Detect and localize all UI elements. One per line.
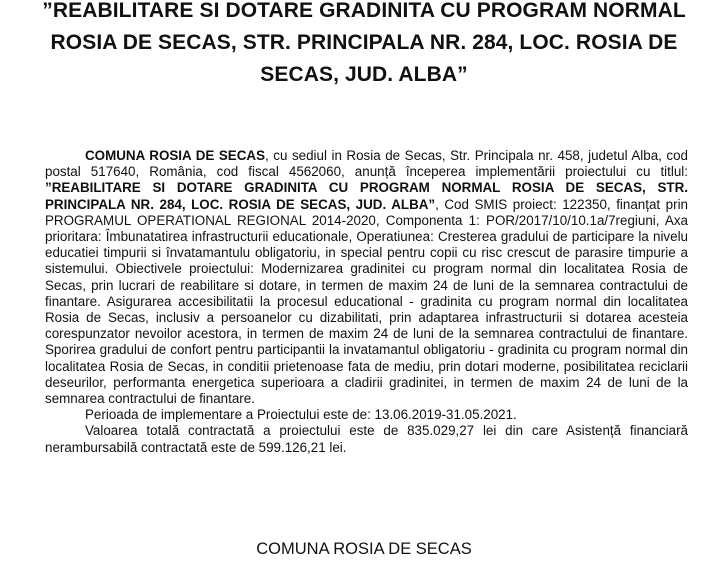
project-title: ”REABILITARE SI DOTARE GRADINITA CU PROGRAM NORMAL ROSIA DE SECAS, STR. PRINCIPALA NR. 284, LOC. ROSIA DE SECAS, JUD. ALBA”: [45, 180, 688, 212]
paragraph-project-description: [45, 148, 688, 407]
beneficiary-name: COMUNA ROSIA DE SECAS: [85, 148, 266, 163]
signature: COMUNA ROSIA DE SECAS: [256, 540, 472, 558]
project-details: , Cod SMIS proiect: 122350, finanțat prin PROGRAMUL OPERATIONAL REGIONAL 2014-2020, Componenta 1: POR/2017/10/10.1a/7regiuni, Axa prioritara: Îmbunatatirea infrastructurii educationale, Operatiunea: Cresterea gradului de participare la nivelu educatiei timpurii si învatamantulu obligatoriu, in special pentru copii cu risc crescut de parasire timpurie a sistemului. Obiectivele proiectului: Modernizarea gradinitei cu program normal din localitatea Rosia de Secas, prin lucrari de reabilitare si dotare, in termen de maxim 24 de luni de la semnarea contractului de finantare. Asigurarea accesibilitatii la procesul educational - gradinita cu program normal din localitatea Rosia de Secas, inclusiv a persoanelor cu dizabilitati, prin adaptarea infrastructurii si dotarea acesteia corespunzator nevoilor acestora, in termen de maxim 24 de luni de la semnarea contractului de finantare. Sporirea gradului de confort pentru participantii la invatamantul obligatoriu - gradinita cu program normal din localitatea Rosia de Secas, in conditii prietenoase fata de mediu, prin dotari moderne, posibilitatea reciclarii deseurilor, performanta energetica superioara a cladirii gradinitei, in termen de maxim 24 de luni de la semnarea contractului de finantare.: [45, 196, 688, 407]
beneficiary-details: , cu sediul in Rosia de Secas, Str. Principala nr. 458, judetul Alba, cod postal 517640, România, cod fiscal 4562060, anunță începerea implementării proiectului cu titlul:: [45, 148, 688, 180]
document-body: [45, 148, 688, 456]
paragraph-implementation-period: Perioada de implementare a Proiectului este de: 13.06.2019-31.05.2021.: [85, 407, 517, 423]
paragraph-contract-value: Valoarea totală contractată a proiectului este de 835.029,27 lei din care Asistență financiară nerambursabilă contractată este de 599.126,21 lei.: [45, 423, 688, 455]
document-title: ”REABILITARE SI DOTARE GRADINITA CU PROGRAM NORMAL ROSIA DE SECAS, STR. PRINCIPALA NR. 284, LOC. ROSIA DE SECAS, JUD. ALBA”: [42, 0, 686, 86]
